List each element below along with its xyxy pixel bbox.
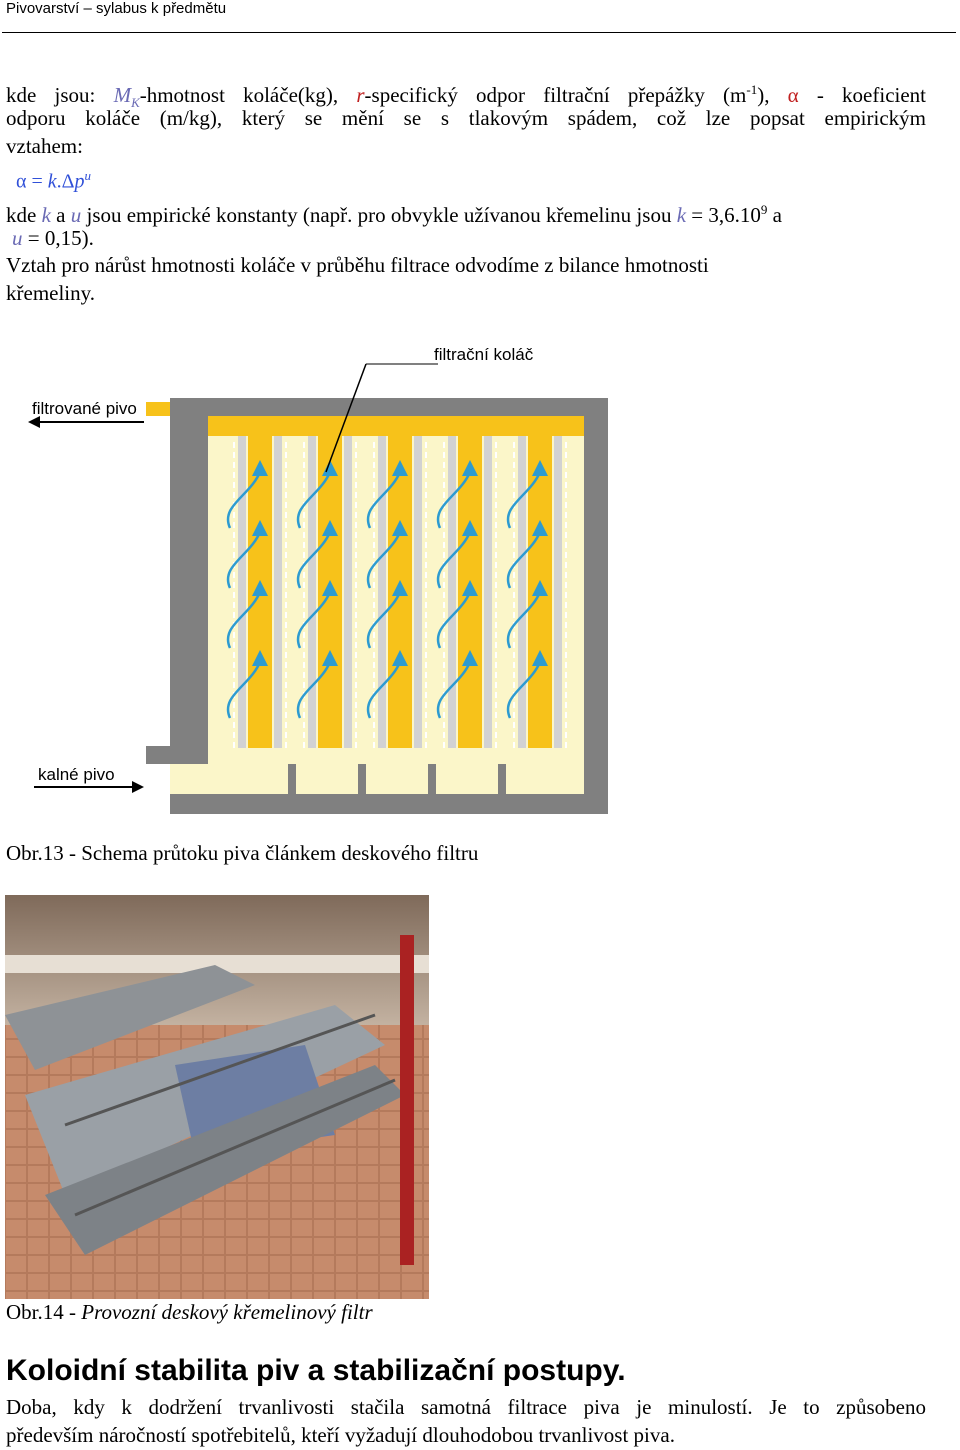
symbol-alpha: α [787,83,799,107]
paragraph-balance: Vztah pro nárůst hmotnosti koláče v průběhu filtrace odvodíme z bilance hmotnosti [6,253,709,277]
frame-top [170,398,608,416]
filter-cloth [518,436,526,748]
paragraph-constants-line2: u = 0,15). [12,226,94,250]
filter-flow-diagram [20,338,610,818]
label-turbid-beer: kalné pivo [38,765,115,784]
inlet-channel-wall [146,746,208,764]
filter-cloth [414,436,422,748]
symbol-r: r [356,83,365,107]
filter-cloth [554,436,562,748]
paragraph-definitions: kde jsou: $M_K$-hmotnost koláče(kg), r-specifický odpor filtrační přepážky $(m^{-1})$, α - koeficient [6,82,927,111]
frame-right [584,398,608,814]
photo-red-pipe [400,935,414,1265]
formula-alpha: $\alpha = k.\Delta p^u$ [16,168,92,193]
filter-cloth [274,436,282,748]
inlet-separator [498,764,506,794]
filter-cloth [484,436,492,748]
paragraph-definitions-line2: odporu koláče (m/kg), který se mění se s tlakovým spádem, což lze popsat empirickým [6,106,926,130]
paragraph-definitions-line3: vztahem: [6,134,83,158]
outlet-pipe [146,402,170,416]
filter-photo [5,895,429,1299]
frame-left [170,416,208,746]
filter-cloth [308,436,316,748]
section-paragraph-line2: především náročností spotřebitelů, kteří vyžadují dlouhodobou trvanlivost piva. [6,1423,675,1447]
frame-bottom [170,794,608,814]
label-filter-cake: filtrační koláč [434,345,534,364]
filter-cloth [344,436,352,748]
paragraph-constants: kde k a u jsou empirické konstanty (např. pro obvykle užívanou křemelinu jsou $k = 3,6.10^9$ a [6,202,782,227]
label-filtered-beer: filtrované pivo [32,399,137,418]
inlet-separator [288,764,296,794]
filter-cloth [238,436,246,748]
filter-cloth [448,436,456,748]
header-rule [2,32,956,33]
inlet-separator [428,764,436,794]
filter-cloth [378,436,386,748]
section-heading: Koloidní stabilita piv a stabilizační postupy. [6,1354,626,1387]
symbol-mk: $M_K$ [113,83,140,111]
running-header: Pivovarství – sylabus k předmětu [6,0,227,17]
inlet-separator [358,764,366,794]
outlet-channel [208,416,584,436]
paragraph-balance-line2: křemeliny. [6,281,96,305]
section-paragraph-line1: Doba, kdy k dodržení trvanlivosti stačila samotná filtrace piva je minulostí. Je to způsobeno [6,1395,926,1419]
figure-caption-13: Obr.13 - Schema průtoku piva článkem deskového filtru [6,841,479,865]
figure-caption-14: Obr.14 - Provozní deskový křemelinový filtr [6,1300,373,1324]
